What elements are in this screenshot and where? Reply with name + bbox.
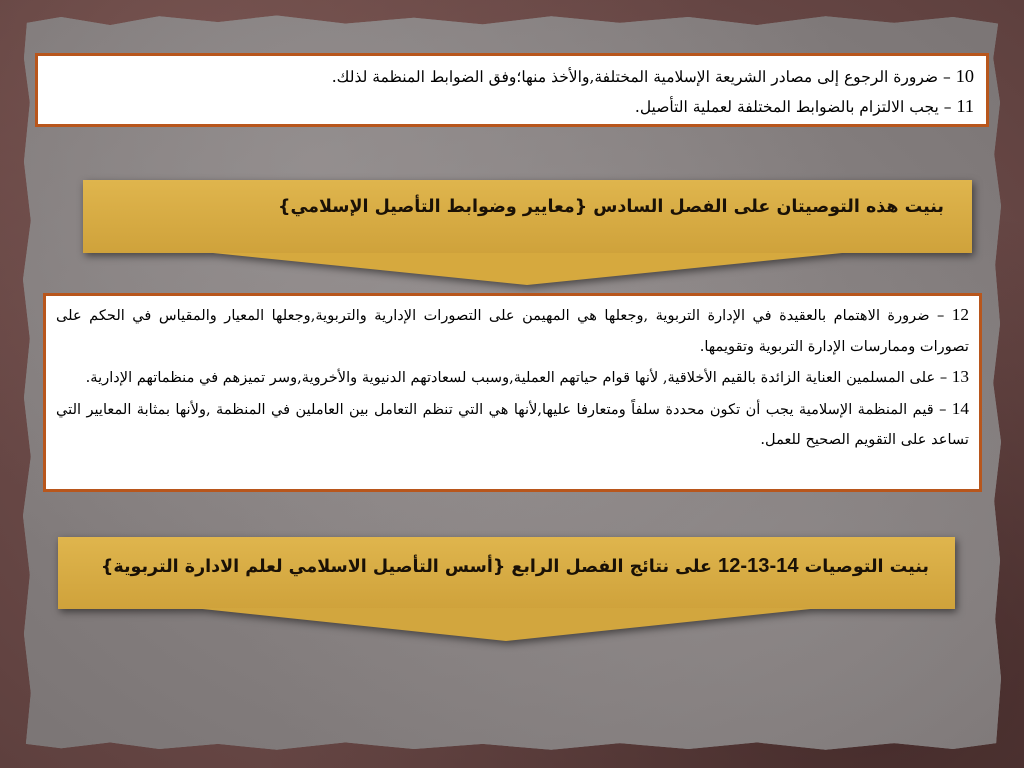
item-text: – ضرورة الرجوع إلى مصادر الشريعة الإسلامية المختلفة,والأخذ منها؛وفق الضوابط المنظمة لذلك. xyxy=(331,68,951,86)
recommendation-item-12 xyxy=(56,300,969,362)
recommendations-box-middle xyxy=(43,293,982,492)
source-banner-chapter-four xyxy=(58,537,955,641)
item-number: 13 xyxy=(951,367,969,386)
item-number: 10 xyxy=(955,66,974,86)
banner-caption xyxy=(101,555,929,578)
recommendation-item-13 xyxy=(56,362,969,394)
item-text: – يجب الالتزام بالضوابط المختلفة لعملية التأصيل. xyxy=(634,98,952,116)
item-number: 11 xyxy=(956,96,974,116)
recommendation-item-10 xyxy=(50,62,974,92)
item-text: – ضرورة الاهتمام بالعقيدة في الإدارة التربوية ,وجعلها هي المهيمن على التصورات الإدارية والتربوية,وجعلها المعيار والمقياس في الحكم على تصورات وممارسات الإدارة التربوية وتقويمها. xyxy=(56,307,969,355)
banner-arrow-shape xyxy=(58,537,955,641)
item-text: – قيم المنظمة الإسلامية يجب أن تكون محددة سلفاً ومتعارفا عليها,لأنها هي التي تنظم التعامل بين العاملين في المنظمة ,ولأنها بمثابة المعايير التي تساعد على التقويم الصحيح للعمل. xyxy=(56,400,969,448)
banner-caption: بنيت هذه التوصيتان على الفصل السادس {معايير وضوابط التأصيل الإسلامي} xyxy=(278,197,944,217)
recommendation-numbers: 12-13-14 xyxy=(718,555,799,577)
recommendation-item-11 xyxy=(50,92,974,122)
caption-part-after: على نتائج الفصل الرابع {أسس التأصيل الاسلامي لعلم الادارة التربوية} xyxy=(100,557,719,577)
recommendation-item-14 xyxy=(56,394,969,456)
caption-part-before: بنيت التوصيات xyxy=(798,557,929,577)
item-number: 14 xyxy=(951,398,969,418)
recommendations-box-top xyxy=(35,53,989,127)
banner-arrow-shape xyxy=(83,180,972,285)
source-banner-chapter-six xyxy=(83,180,972,285)
item-text: – على المسلمين العناية الزائدة بالقيم الأخلاقية, لأنها قوام حياتهم العملية,وسبب لسعادتهم الدنيوية والأخروية,وسر تميزهم في منظماتهم الإدارية. xyxy=(85,369,948,386)
item-number: 12 xyxy=(951,305,969,324)
